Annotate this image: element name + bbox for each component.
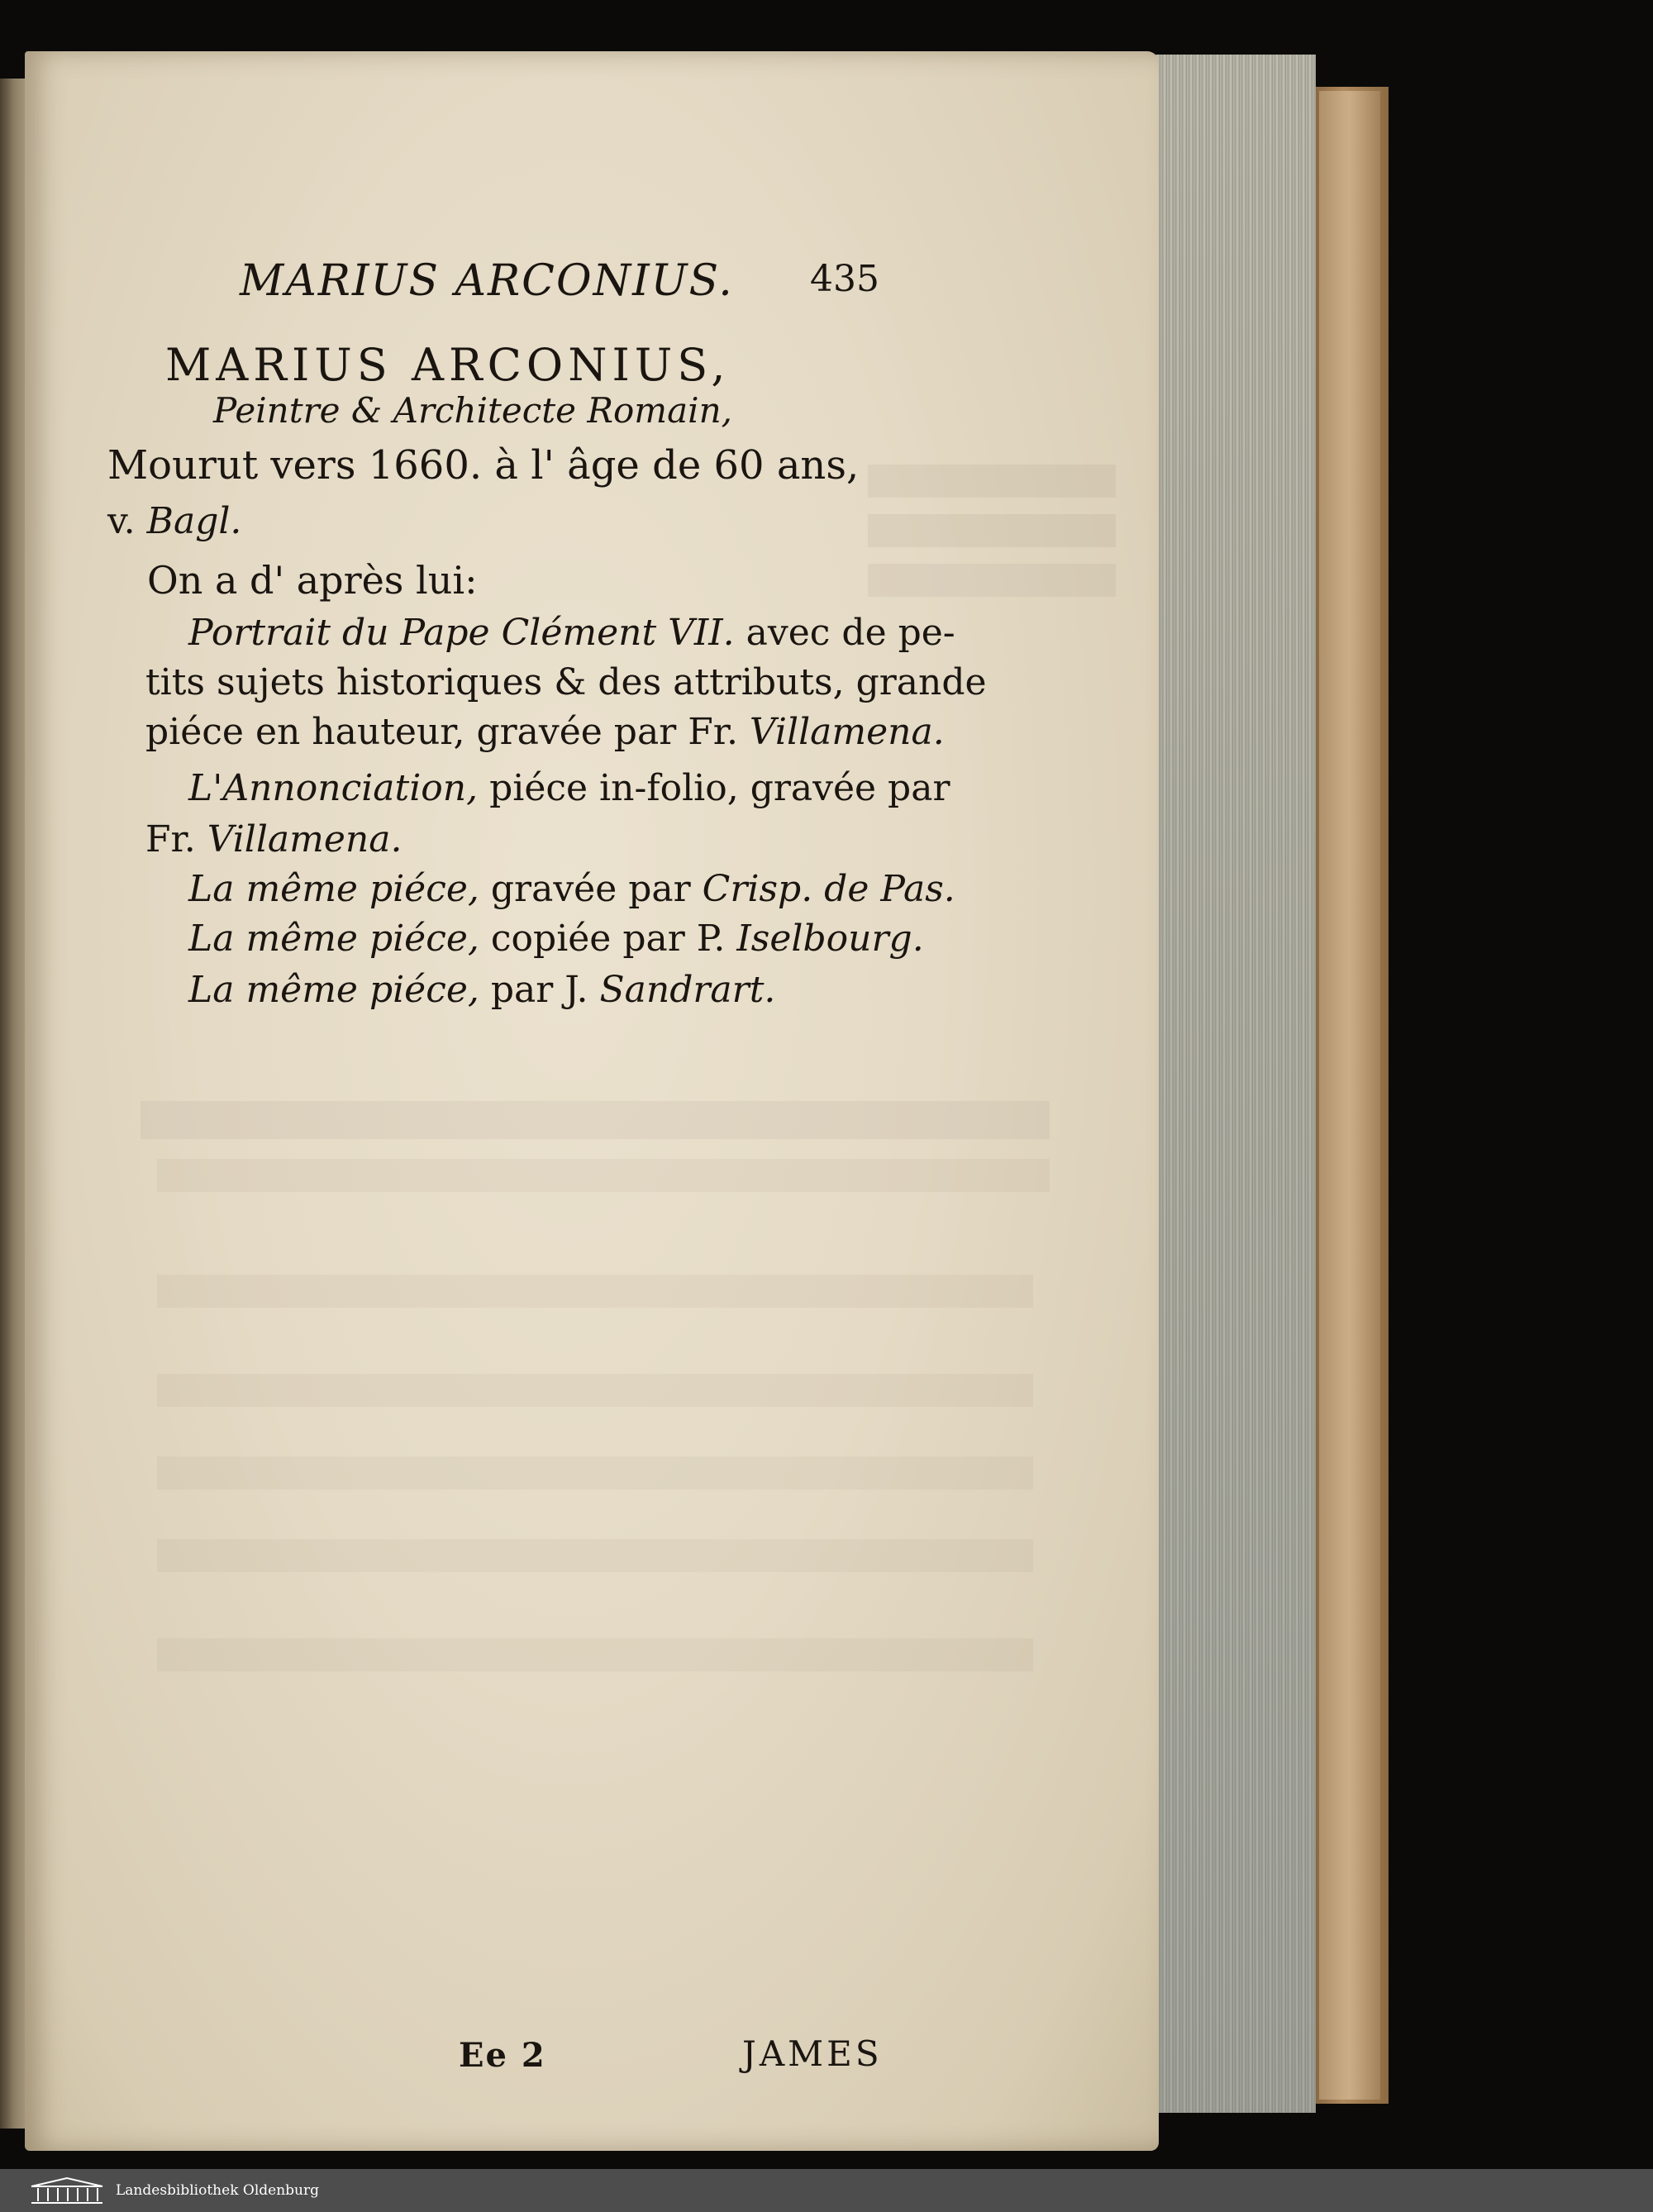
- library-name: Landesbibliothek Oldenburg: [116, 2182, 320, 2199]
- entry-1-line-2: tits sujets historiques & des attributs, grande: [145, 661, 987, 703]
- entry-5-title: La même piéce,: [188, 969, 479, 1011]
- page-block-edges: [1134, 55, 1316, 2113]
- entry-1-engraver: Villamena.: [749, 711, 945, 753]
- entry-3-engraver: Crisp. de Pas.: [702, 868, 955, 910]
- entry-2-title: L'Annonciation,: [188, 767, 479, 809]
- book-cover-board: [1319, 91, 1380, 2100]
- entry-2-engraver: Villamena.: [207, 818, 403, 860]
- library-footer: [0, 2169, 1653, 2212]
- entry-3-title: La même piéce,: [188, 868, 479, 910]
- entry-1-title: Portrait du Pape Clément VII.: [188, 612, 735, 654]
- entry-1-line-1: [188, 612, 955, 654]
- entry-4-engraver: Iselbourg.: [736, 918, 924, 960]
- bio-ref-prefix: v.: [107, 500, 136, 542]
- entry-1-line-3: [145, 711, 945, 753]
- running-head: MARIUS ARCONIUS.: [240, 256, 734, 306]
- library-building-icon: [30, 2176, 104, 2205]
- entry-2-text: piéce in-folio, gravée par: [478, 767, 950, 809]
- entry-4: [188, 918, 924, 960]
- after-heading: On a d' après lui:: [147, 558, 478, 603]
- page-number: 435: [810, 258, 879, 300]
- entry-3-text: gravée par: [479, 868, 703, 910]
- entry-4-text: copiée par P.: [479, 918, 737, 960]
- entry-5-text: par J.: [479, 969, 600, 1011]
- artist-name: MARIUS ARCONIUS,: [165, 339, 731, 391]
- entry-5-engraver: Sandrart.: [599, 969, 776, 1011]
- catchword: JAMES: [742, 2033, 883, 2074]
- artist-role: Peintre & Architecte Romain,: [213, 390, 732, 431]
- entry-4-title: La même piéce,: [188, 918, 479, 960]
- entry-2-line-2: [145, 818, 402, 860]
- bio-ref-line: [107, 500, 241, 542]
- entry-1-text: avec de pe-: [734, 612, 955, 654]
- entry-2-line-1: [188, 767, 950, 809]
- entry-1-text-2: piéce en hauteur, gravée par Fr.: [145, 711, 750, 753]
- entry-3: [188, 868, 955, 910]
- bio-ref: Bagl.: [146, 500, 242, 542]
- entry-5: [188, 969, 775, 1011]
- signature-mark: Ee 2: [459, 2036, 546, 2075]
- entry-2-text-2: Fr.: [145, 818, 207, 860]
- bio-line: Mourut vers 1660. à l' âge de 60 ans,: [107, 442, 860, 489]
